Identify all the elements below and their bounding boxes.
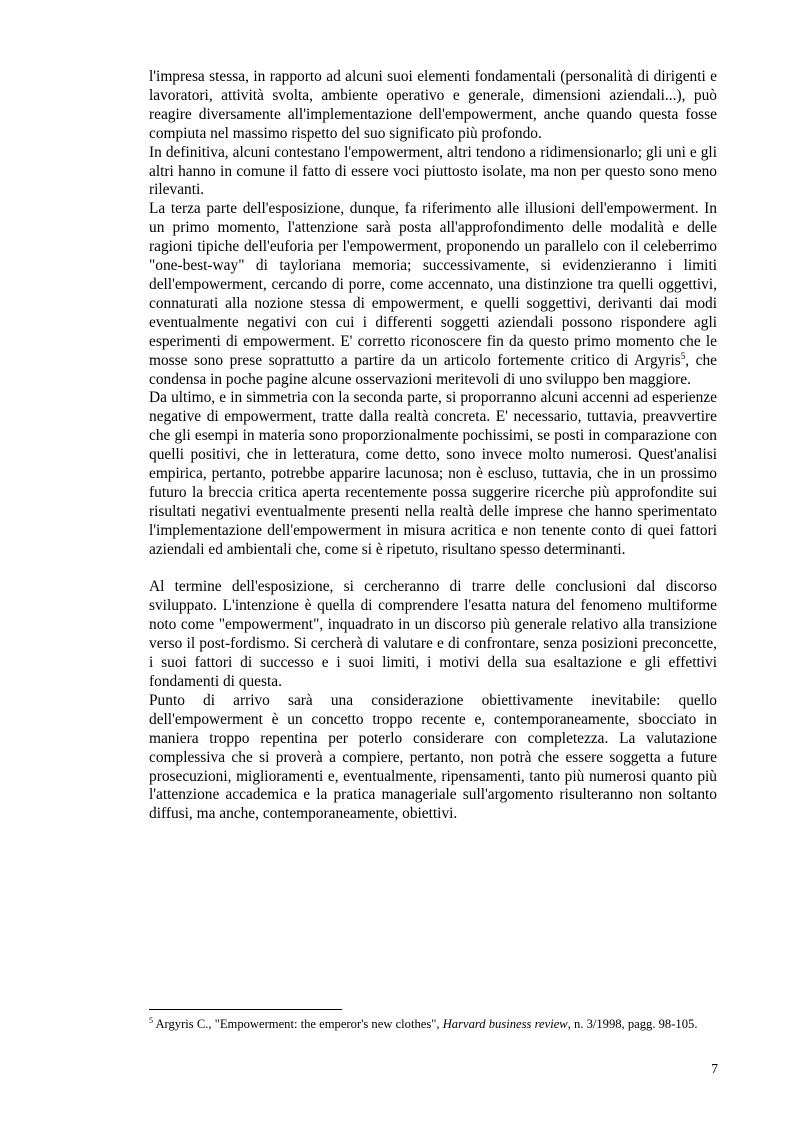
footnote-reference-5[interactable]: 5 <box>680 350 686 361</box>
footnote <box>149 1017 717 1032</box>
paragraph-1: l'impresa stessa, in rapporto ad alcuni suoi elementi fondamentali (personalità di dirigenti e lavoratori, attività svolta, ambiente operativo e generale, dimensioni aziendali...), può reagire diversamente all'implementazione dell'empowerment, anche quando questa fosse compiuta nel massimo rispetto del suo significato più profondo. <box>149 68 717 142</box>
footnote-separator <box>149 1009 342 1010</box>
footnote-citation-authors-title: Argyris C., "Empowerment: the emperor's new clothes", <box>153 1017 443 1031</box>
footnote-journal-title: Harvard business review <box>442 1017 568 1031</box>
body-text <box>149 68 717 824</box>
page-number: 7 <box>711 1061 718 1076</box>
paragraph-2: In definitiva, alcuni contestano l'empowerment, altri tendono a ridimensionarlo; gli uni e gli altri hanno in comune il fatto di essere voci piuttosto isolate, ma non per questo sono meno rilevanti. <box>149 143 717 199</box>
footnote-citation-details: , n. 3/1998, pagg. 98-105. <box>567 1017 698 1031</box>
paragraph-4: Da ultimo, e in simmetria con la seconda parte, si proporranno alcuni accenni ad esperienze negative di empowerment, tratte dalla realtà concreta. E' necessario, tuttavia, preavvertire che gli esempi in materia sono proporzionalmente pochissimi, se posti in comparazione con quelli positivi, che in letteratura, come detto, sono invece molto numerosi. Quest'analisi empirica, pertanto, potrebbe apparire lacunosa; non è escluso, tuttavia, che in un prossimo futuro la breccia critica aperta recentemente possa suggerire ricerche più approfondite sui risultati negativi eventualmente presenti nella realtà delle imprese che hanno sperimentato l'implementazione dell'empowerment in misura acritica e non tenente conto di quei fattori aziendali ed ambientali che, come si è ripetuto, risultano spesso determinanti. <box>149 389 717 558</box>
paragraph-3-text-before-ref: La terza parte dell'esposizione, dunque, fa riferimento alle illusioni dell'empowerment. In un primo momento, l'attenzione sarà posta all'approfondimento delle modalità e delle ragioni tipiche dell'euforia per l'empowerment, proponendo un parallelo con il celeberrimo "one-best-way" di tayloriana memoria; successivamente, si evidenzieranno i limiti dell'empowerment, cercando di porre, come accennato, una distinzione tra quelli oggettivi, connaturati alla nozione stessa di empowerment, e quelli soggettivi, derivanti dai modi eventualmente negativi con cui i differenti soggetti aziendali possono rispondere agli esperimenti di empowerment. E' corretto riconoscere fin da questo primo momento che le mosse sono prese soprattutto a partire da un articolo fortemente critico di Argyris <box>149 200 717 369</box>
paragraph-3-text-after-ref: , che condensa in poche pagine alcune osservazioni meritevoli di uno sviluppo ben maggiore. <box>149 351 717 388</box>
footnote-number: 5 <box>149 1016 153 1025</box>
paragraph-6: Punto di arrivo sarà una considerazione obiettivamente inevitabile: quello dell'empowerment è un concetto troppo recente e, contemporaneamente, sbocciato in maniera troppo repentina per poterlo considerare con completezza. La valutazione complessiva che si proverà a compiere, pertanto, non potrà che essere soggetta a future prosecuzioni, miglioramenti e, eventualmente, ripensamenti, tanto più numerosi quanto più l'attenzione accademica e la pratica manageriale sull'argomento risulteranno non soltanto diffusi, ma anche, contemporaneamente, obiettivi. <box>149 691 717 823</box>
paragraph-5: Al termine dell'esposizione, si cercheranno di trarre delle conclusioni dal discorso sviluppato. L'intenzione è quella di comprendere l'esatta natura del fenomeno multiforme noto come "empowerment", inquadrato in un discorso più generale relativo alla transizione verso il post-fordismo. Si cercherà di valutare e di confrontare, senza posizioni preconcette, i suoi fattori di successo e i suoi limiti, i motivi della sua esaltazione e gli effettivi fondamenti di questa. <box>149 578 717 690</box>
paragraph-3 <box>149 200 717 389</box>
